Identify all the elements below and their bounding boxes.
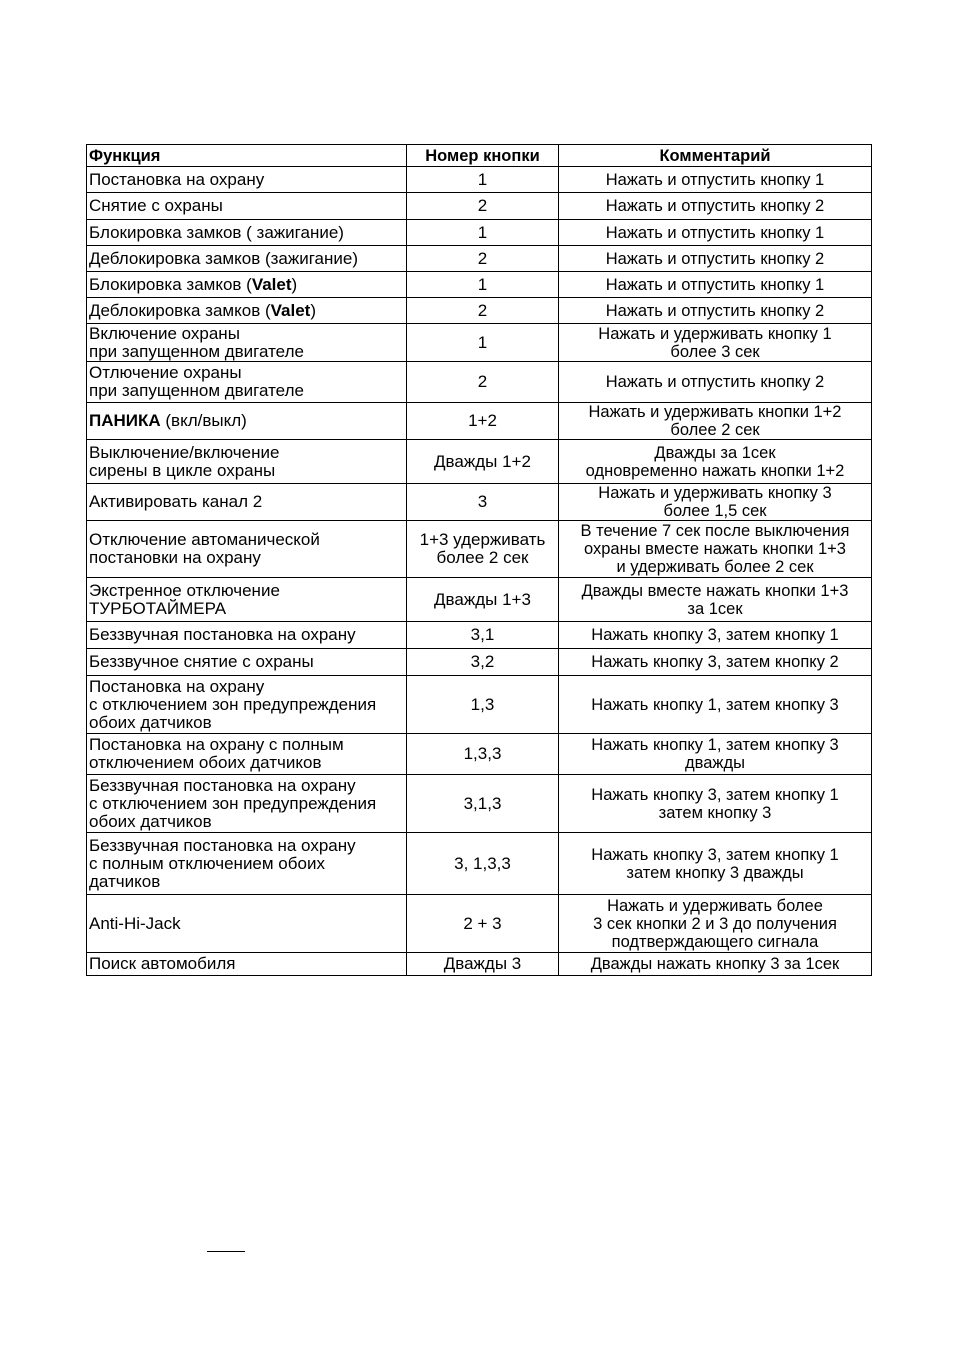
functions-table (86, 144, 872, 976)
cell-comment: Нажать и отпустить кнопку 2 (559, 362, 872, 403)
cell-function-text: Беззвучная постановка на охрану (89, 625, 356, 644)
cell-button-number: 1,3 (407, 676, 559, 734)
cell-comment: В течение 7 сек после выключения охраны вместе нажать кнопки 1+3 и удерживать более 2 сек (559, 521, 872, 578)
cell-function-text: Блокировка замков ( (89, 274, 252, 294)
cell-function (87, 734, 407, 775)
table-row (87, 521, 872, 578)
cell-comment: Нажать и отпустить кнопку 1 (559, 220, 872, 246)
cell-comment: Нажать кнопку 3, затем кнопку 1 затем кнопку 3 (559, 775, 872, 833)
cell-function-bold: Valet (270, 300, 311, 320)
cell-function (87, 298, 407, 324)
cell-function (87, 484, 407, 521)
cell-button-number: 3, 1,3,3 (407, 833, 559, 895)
cell-function-text: Постановка на охрану (89, 169, 265, 189)
cell-function-text: Включение охраны при запущенном двигателе (89, 323, 304, 361)
cell-button-number: 1 (407, 167, 559, 193)
cell-button-number: Дважды 1+3 (407, 578, 559, 622)
cell-function-text: Постановка на охрану с полным отключением обоих датчиков (89, 735, 344, 772)
cell-button-number: Дважды 1+2 (407, 440, 559, 484)
table-row (87, 484, 872, 521)
cell-comment: Нажать и отпустить кнопку 1 (559, 167, 872, 193)
header-function: Функция (87, 145, 407, 167)
cell-button-number: 3,1,3 (407, 775, 559, 833)
cell-function-text: Выключение/включение сирены в цикле охраны (89, 442, 280, 480)
table-row (87, 167, 872, 193)
cell-function-text: Anti-Hi-Jack (89, 913, 181, 933)
cell-comment: Нажать и удерживать более 3 сек кнопки 2 и 3 до получения подтверждающего сигнала (559, 895, 872, 953)
cell-function (87, 440, 407, 484)
table-row (87, 734, 872, 775)
cell-function (87, 167, 407, 193)
cell-comment: Нажать и удерживать кнопку 1 более 3 сек (559, 324, 872, 362)
cell-function (87, 895, 407, 953)
cell-function (87, 324, 407, 362)
cell-function (87, 246, 407, 272)
cell-button-number: 2 (407, 246, 559, 272)
cell-function-text: Поиск автомобиля (89, 954, 236, 973)
table-row (87, 833, 872, 895)
cell-function-text: Беззвучная постановка на охрану с полным отключением обоих датчиков (89, 835, 356, 891)
header-button-number: Номер кнопки (407, 145, 559, 167)
cell-button-number: 1 (407, 272, 559, 298)
table-row (87, 246, 872, 272)
cell-function-text: Постановка на охрану с отключением зон предупреждения обоих датчиков (89, 676, 377, 732)
cell-function-text: Блокировка замков ( зажигание) (89, 222, 344, 242)
cell-function (87, 193, 407, 220)
cell-comment: Нажать кнопку 3, затем кнопку 1 затем кнопку 3 дважды (559, 833, 872, 895)
cell-function-bold: ПАНИКА (89, 411, 161, 430)
table-row (87, 403, 872, 440)
cell-comment: Нажать и отпустить кнопку 2 (559, 246, 872, 272)
cell-button-number: 3 (407, 484, 559, 521)
table-row (87, 895, 872, 953)
cell-function-text: Деблокировка замков ( (89, 300, 271, 320)
table-row (87, 775, 872, 833)
cell-button-number: 1,3,3 (407, 734, 559, 775)
table-row (87, 676, 872, 734)
cell-function (87, 649, 407, 676)
cell-comment: Нажать кнопку 3, затем кнопку 1 (559, 622, 872, 649)
cell-comment: Нажать кнопку 1, затем кнопку 3 дважды (559, 734, 872, 775)
cell-function (87, 676, 407, 734)
cell-comment: Нажать кнопку 3, затем кнопку 2 (559, 649, 872, 676)
table-row (87, 220, 872, 246)
cell-function-text: Экстренное отключение ТУРБОТАЙМЕРА (89, 580, 280, 618)
cell-button-number: 2 (407, 362, 559, 403)
cell-function (87, 272, 407, 298)
cell-comment: Нажать и удерживать кнопки 1+2 более 2 сек (559, 403, 872, 440)
cell-button-number: 1+3 удерживать более 2 сек (407, 521, 559, 578)
cell-function-text: Отключение автоманической постановки на охрану (89, 530, 320, 567)
cell-function (87, 403, 407, 440)
table-row (87, 272, 872, 298)
footer-rule (207, 1251, 245, 1252)
header-comment: Комментарий (559, 145, 872, 167)
table-row (87, 362, 872, 403)
cell-function (87, 521, 407, 578)
table-row (87, 298, 872, 324)
cell-comment: Нажать и отпустить кнопку 2 (559, 298, 872, 324)
cell-function-suffix: ) (310, 300, 316, 320)
table-row (87, 953, 872, 976)
cell-function-text: Снятие с охраны (89, 196, 223, 215)
cell-comment: Нажать и удерживать кнопку 3 более 1,5 сек (559, 484, 872, 521)
table-row (87, 440, 872, 484)
cell-function-text: Беззвучное снятие с охраны (89, 652, 314, 671)
cell-button-number: 1 (407, 220, 559, 246)
cell-comment: Дважды вместе нажать кнопки 1+3 за 1сек (559, 578, 872, 622)
cell-button-number: 2 (407, 193, 559, 220)
cell-function (87, 833, 407, 895)
cell-comment: Дважды за 1сек одновременно нажать кнопки 1+2 (559, 440, 872, 484)
cell-function (87, 362, 407, 403)
cell-button-number: 2 (407, 298, 559, 324)
cell-button-number: 3,2 (407, 649, 559, 676)
cell-function-text: (вкл/выкл) (160, 411, 247, 430)
table-row (87, 193, 872, 220)
cell-function (87, 953, 407, 976)
cell-button-number: Дважды 3 (407, 953, 559, 976)
cell-function (87, 622, 407, 649)
table-row (87, 649, 872, 676)
cell-comment: Нажать и отпустить кнопку 2 (559, 193, 872, 220)
cell-button-number: 3,1 (407, 622, 559, 649)
table-header-row (87, 145, 872, 167)
table-row (87, 578, 872, 622)
cell-function-bold: Valet (251, 274, 292, 294)
cell-function (87, 578, 407, 622)
cell-function-text: Деблокировка замков (зажигание) (89, 248, 359, 268)
cell-function (87, 220, 407, 246)
cell-comment: Дважды нажать кнопку 3 за 1сек (559, 953, 872, 976)
cell-button-number: 2 + 3 (407, 895, 559, 953)
table-row (87, 324, 872, 362)
cell-function-text: Активировать канал 2 (89, 492, 263, 511)
table-row (87, 622, 872, 649)
cell-function (87, 775, 407, 833)
cell-function-text: Беззвучная постановка на охрану с отключением зон предупреждения обоих датчиков (89, 775, 377, 831)
table-body (87, 167, 872, 976)
cell-comment: Нажать кнопку 1, затем кнопку 3 (559, 676, 872, 734)
cell-function-text: Отлючение охраны при запущенном двигателе (89, 363, 304, 400)
cell-button-number: 1+2 (407, 403, 559, 440)
cell-function-suffix: ) (291, 274, 298, 294)
cell-button-number: 1 (407, 324, 559, 362)
cell-comment: Нажать и отпустить кнопку 1 (559, 272, 872, 298)
